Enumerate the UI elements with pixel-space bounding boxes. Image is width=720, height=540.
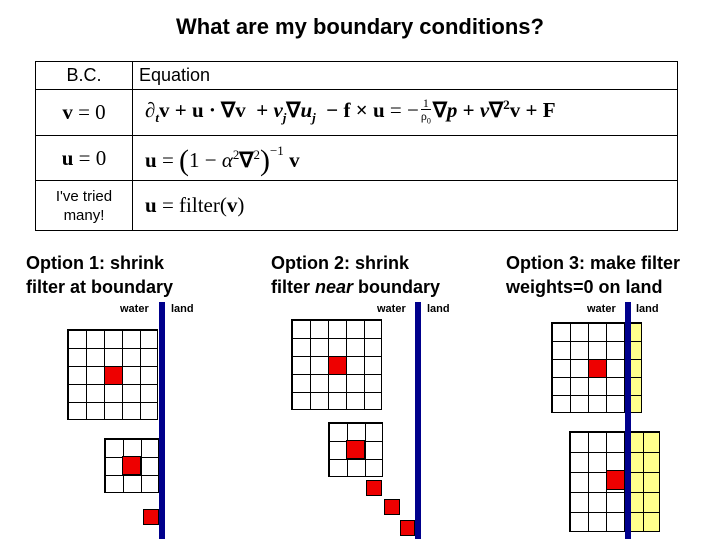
filter-center-cell [384, 499, 400, 515]
filter-equation: u = filter(v) [133, 181, 678, 231]
water-label: water [377, 303, 406, 315]
table-row [36, 181, 678, 231]
boundary-wall [625, 302, 631, 539]
land-label: land [427, 303, 450, 315]
water-label: water [120, 303, 149, 315]
header-bc: B.C. [36, 62, 133, 90]
table-row [36, 136, 678, 181]
alpha-model-equation: $u = (1 - \alpha^2\nabla^2)^{-1}$ v [133, 136, 678, 181]
filter-center-cell [366, 480, 382, 496]
filter-center-cell [122, 456, 141, 475]
land-label: land [171, 303, 194, 315]
table-row [36, 90, 678, 136]
bc-u-zero: u = 0 [36, 136, 133, 181]
water-label: water [587, 303, 616, 315]
bc-v-zero: v = 0 [36, 90, 133, 136]
boundary-wall [415, 302, 421, 539]
navier-stokes-equation: $\partial_tv + u \cdot \nabla v + v_j\nabla u_j - f \times u$ = − $\frac{1}{\rho_0}$ ∇p + ν∇$^2$v + F [133, 90, 678, 136]
slide-title: What are my boundary conditions? [176, 14, 544, 39]
boundary-conditions-table [35, 61, 678, 231]
bc-tried-many: I've tried many! [36, 181, 133, 231]
option-1-heading: Option 1: shrink filter at boundary [26, 253, 174, 297]
filter-center-cell [588, 359, 607, 378]
filter-center-cell [104, 366, 123, 385]
filter-center-cell [346, 440, 365, 459]
option-3-heading: Option 3: make filter weights=0 on land [506, 253, 681, 297]
land-label: land [636, 303, 659, 315]
filter-center-cell [143, 509, 159, 525]
table-header-row [36, 62, 678, 90]
header-equation: Equation [133, 62, 678, 90]
filter-center-cell [328, 356, 347, 375]
option-2-heading: Option 2: shrink filter near boundary [271, 253, 441, 297]
filter-center-cell [606, 470, 625, 490]
boundary-wall [159, 302, 165, 539]
filter-center-cell [400, 520, 415, 536]
